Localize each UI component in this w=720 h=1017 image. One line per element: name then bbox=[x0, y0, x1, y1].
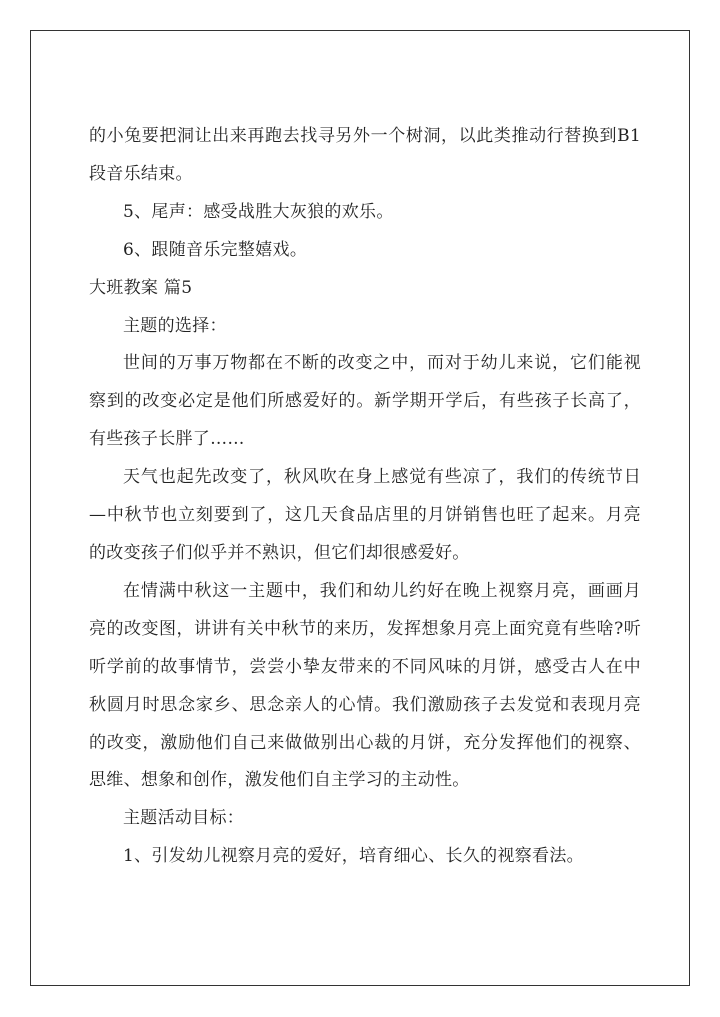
paragraph-goal-1: 1、引发幼儿视察月亮的爱好，培育细心、长久的视察看法。 bbox=[123, 846, 584, 867]
paragraph-mid-autumn: 在情满中秋这一主题中，我们和幼儿约好在晚上视察月亮，画画月亮的改变图，讲讲有关中秋节的来历，发挥想象月亮上面究竟有些啥?听听学前的故事情节，尝尝小挚友带来的不同风味的月饼，感受古人在中秋圆月时思念家乡、思念亲人的心情。我们激励孩子去发觉和表现月亮的改变，激励他们自己来做做别出心裁的月饼，充分发挥他们的视察、思维、想象和创作，激发他们自主学习的主动性。 bbox=[89, 580, 641, 791]
subheading-theme-selection: 主题的选择： bbox=[123, 315, 227, 336]
paragraph-step-5: 5、尾声：感受战胜大灰狼的欢乐。 bbox=[123, 201, 394, 222]
paragraph-weather: 天气也起先改变了，秋风吹在身上感觉有些凉了，我们的传统节日—中秋节也立刻要到了，这几天食品店里的月饼销售也旺了起来。月亮的改变孩子们似乎并不熟识，但它们却很感爱好。 bbox=[89, 467, 641, 563]
subheading-activity-goals: 主题活动目标： bbox=[123, 808, 245, 829]
section-heading: 大班教案 篇5 bbox=[89, 277, 193, 298]
document-page bbox=[30, 30, 690, 986]
document-body bbox=[89, 118, 641, 876]
paragraph-step-6: 6、跟随音乐完整嬉戏。 bbox=[123, 239, 308, 260]
paragraph-theme-intro: 世间的万事万物都在不断的改变之中，而对于幼儿来说，它们能视察到的改变必定是他们所感爱好的。新学期开学后，有些孩子长高了，有些孩子长胖了…… bbox=[89, 353, 641, 450]
paragraph-continuation: 的小兔要把洞让出来再跑去找寻另外一个树洞，以此类推动行替换到B1段音乐结束。 bbox=[89, 126, 641, 184]
